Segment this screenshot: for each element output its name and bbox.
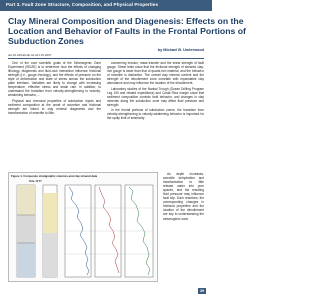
body-paragraph: One of the core scientific goals of the Seismogenic Zone Experiment (SEIZE) is to determine how the effects of changing lithology, diagenesis and fluid-rock interaction influence frictional strength (i.e., gouge rheology), and the effects of pressure on the style of deformation and state of stress across the subduction plate interface. Variables are likely to change with increasing temperature, effective stress and strain rate. In addition, to understand the transition from velocity-strengthening to velocity-weakening behavior, ... — [8, 61, 101, 98]
figure-graphic — [9, 173, 159, 283]
body-column-right-lower — [163, 172, 204, 282]
body-column-right — [107, 61, 204, 168]
body-paragraph: concerning erosion, mass transfer and the shear strength of fault gouge. Shear tests show that the frictional strength of sheared clay-rich gouge is lower than that of quartz-rich material, and the behavior of smectite is distinctive. The overall clay mineral content and the strength of the décollement zone correlate with expandable clay abundance and may influence the location of the décollement. — [107, 61, 204, 86]
body-column-left — [8, 61, 101, 168]
title-divider — [8, 58, 204, 59]
figure-caption: Figure 1. Composite stratigraphic columns and clay mineral data — [11, 174, 98, 178]
figure-stratigraphic-columns — [8, 172, 158, 282]
doi-link[interactable]: doi:10.2204/iodp.sd.s01.15.2007 — [8, 53, 52, 57]
title-line: Clay Mineral Composition and Diagenesis: Effects on the — [8, 16, 244, 26]
figure-column-label: Site 1177 — [29, 179, 42, 183]
body-paragraph: Physical and chemical properties of subduction inputs and sediment composition at the onset of accretion and frictional strength are linked to clay mineral diagenesis and the transformation of smectite to illite. — [8, 98, 101, 115]
body-paragraph: In the frontal portions of subduction zones, the transition from velocity-strengthening to velocity-weakening behavior is important for the updip limit of seismicity. — [107, 108, 204, 121]
page-number: 39 — [200, 289, 204, 293]
article-title — [8, 16, 246, 46]
body-paragraph: As depth increases, smectite dehydration and transformation to illite release water into pore spaces, and the resulting fluid pressure may influence fault slip. Such reactions, the corresponding changes in frictional properties and the location of the décollement are key to understanding the seismogenic zone. — [163, 172, 204, 221]
body-paragraph: Laboratory studies of the Nankai Trough (Ocean Drilling Program Leg 190 and related expeditions) and Costa Rica margin show that sediment composition controls fault behavior, and changes in clay minerals along the subduction zone may affect fluid pressure and strength. — [107, 86, 204, 107]
section-header-bar — [0, 0, 212, 11]
author-byline: by Michael B. Underwood — [157, 48, 204, 52]
title-line: Location and Behavior of Faults in the Frontal Portions of — [8, 26, 246, 36]
section-header-text: Part 3. Fault Zone Structure, Composition, and Physical Properties — [6, 2, 159, 7]
title-line: Subduction Zones — [8, 36, 84, 46]
